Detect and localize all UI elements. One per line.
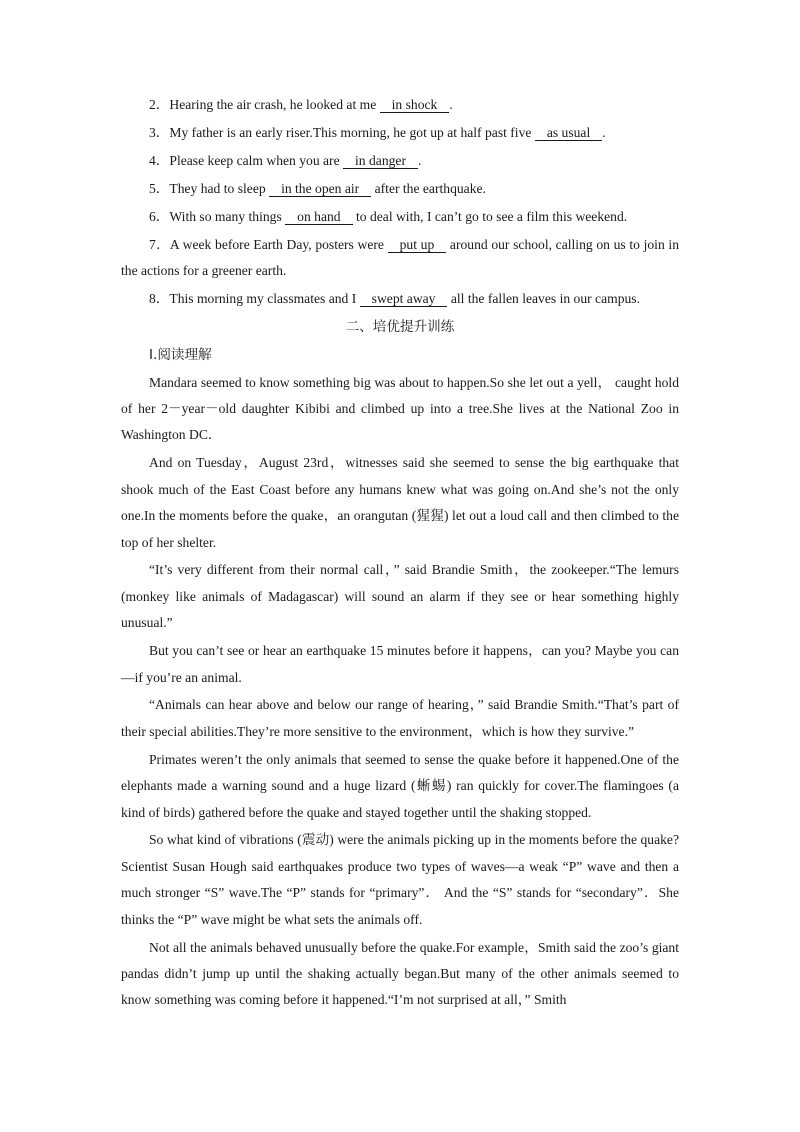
exercise-prompt: 3．My father is an early riser.This morning, he got up at half past five bbox=[149, 124, 535, 140]
passage-paragraph: Not all the animals behaved unusually before the quake.For example，Smith said the zoo’s giant pandas didn’t jump up until the shaking actually began.But many of the other animals seemed to know something was coming before it happened.“I’m not surprised at all，” Smith bbox=[121, 939, 679, 1008]
exercise-list bbox=[121, 92, 679, 312]
answer-blank: put up bbox=[388, 237, 447, 253]
answer-blank: swept away bbox=[360, 291, 448, 307]
exercise-item bbox=[121, 286, 679, 312]
exercise-item bbox=[121, 92, 679, 118]
passage-paragraph: “Animals can hear above and below our range of hearing，” said Brandie Smith.“That’s part of their special abilities.They’re more sensitive to the environment，which is how they survive.” bbox=[121, 697, 679, 739]
worksheet-page bbox=[121, 92, 679, 1015]
exercise-item bbox=[121, 232, 679, 285]
passage-paragraph: And on Tuesday，August 23rd，witnesses said she seemed to sense the big earthquake that shook much of the East Coast before any humans knew what was going on.And she’s not the only one.In the moments before the quake，an orangutan (猩猩) let out a loud call and then climbed to the top of her shelter. bbox=[121, 455, 679, 550]
exercise-tail: after the earthquake. bbox=[371, 180, 486, 196]
exercise-tail: to deal with, I can’t go to see a film this weekend. bbox=[352, 208, 628, 224]
exercise-item bbox=[121, 204, 679, 230]
exercise-tail: . bbox=[449, 97, 453, 112]
exercise-item bbox=[121, 148, 679, 174]
reading-passage bbox=[121, 370, 679, 1014]
passage-paragraph: So what kind of vibrations (震动) were the animals picking up in the moments before the quake? Scientist Susan Hough said earthquakes produce two types of waves—a weak “P” wave and then a much stronger “S” wave.The “P” stands for “primary”． And the “S” stands for “secondary”．She thinks the “P” wave might be what sets the animals off. bbox=[121, 832, 679, 927]
exercise-tail: . bbox=[418, 152, 422, 168]
exercise-prompt: 2．Hearing the air crash, he looked at me bbox=[149, 97, 380, 112]
exercise-prompt: 8．This morning my classmates and I bbox=[149, 290, 360, 306]
passage-paragraph: Mandara seemed to know something big was about to happen.So she let out a yell， caught hold of her 2－year－old daughter Kibibi and climbed up into a tree.She lives at the National Zoo in Washington DC． bbox=[121, 374, 679, 443]
passage-paragraph: Primates weren’t the only animals that seemed to sense the quake before it happened.One of the elephants made a warning sound and a huge lizard (蜥蜴) ran quickly for cover.The flamingoes (a kind of birds) gathered before the quake and stayed together until the shaking stopped. bbox=[121, 751, 679, 820]
answer-blank: in shock bbox=[380, 97, 450, 113]
answer-blank: in the open air bbox=[269, 181, 371, 197]
passage-paragraph: “It’s very different from their normal call，” said Brandie Smith，the zookeeper.“The lemurs (monkey like animals of Madagascar) will sound an alarm if they see or hear something highly unusual.” bbox=[121, 562, 679, 631]
exercise-tail: . bbox=[602, 124, 606, 140]
exercise-prompt: 6．With so many things bbox=[149, 208, 286, 224]
answer-blank: as usual bbox=[535, 125, 602, 141]
sub-title: Ⅰ.阅读理解 bbox=[149, 346, 212, 363]
section-title: 二、培优提升训练 bbox=[345, 318, 455, 335]
exercise-item bbox=[121, 176, 679, 202]
answer-blank: on hand bbox=[285, 209, 352, 225]
exercise-item bbox=[121, 120, 679, 146]
exercise-prompt: 7．A week before Earth Day, posters were bbox=[149, 236, 388, 252]
answer-blank: in danger bbox=[343, 153, 418, 169]
exercise-prompt: 5．They had to sleep bbox=[149, 180, 270, 196]
passage-paragraph: But you can’t see or hear an earthquake 15 minutes before it happens，can you? Maybe you can—if you’re an animal. bbox=[121, 643, 679, 685]
exercise-prompt: 4．Please keep calm when you are bbox=[149, 152, 344, 168]
exercise-tail: around our school, calling on us to join in the actions for a greener earth. bbox=[121, 236, 679, 278]
exercise-tail: all the fallen leaves in our campus. bbox=[447, 290, 640, 306]
